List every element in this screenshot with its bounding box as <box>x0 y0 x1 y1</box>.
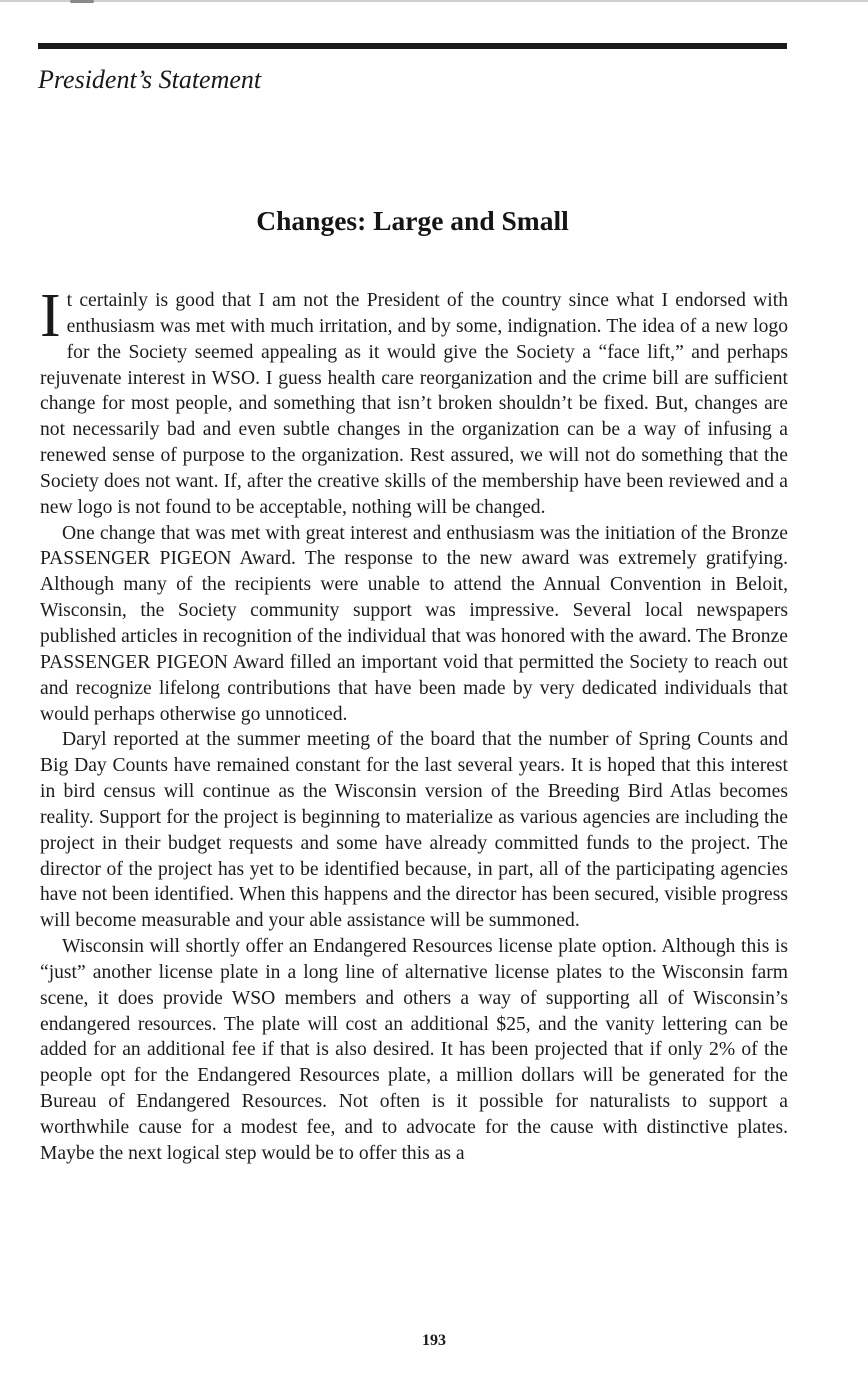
article-paragraph-1 <box>40 282 788 521</box>
section-label: President’s Statement <box>38 65 262 94</box>
article-body <box>40 282 788 1167</box>
drop-cap: I <box>40 282 61 350</box>
scan-smudge <box>70 0 94 3</box>
page-number: 193 <box>422 1332 446 1349</box>
page-top-edge <box>0 0 868 2</box>
article-paragraph-4: Wisconsin will shortly offer an Endangered Resources license plate option. Although this is “just” another license plate in a long line of alternative license plates to the Wisconsin farm scene, it does provide WSO members and others a way of supporting all of Wisconsin’s endangered resources. The plate will cost an additional $25, and the vanity lettering can be added for an additional fee if that is also desired. It has been projected that if only 2% of the people opt for the Endangered Resources plate, a million dollars will be generated for the Bureau of Endangered Resources. Not often is it possible for naturalists to support a worthwhile cause for a modest fee, and to advocate for the cause with distinctive plates. Maybe the next logical step would be to offer this as a <box>40 936 788 1164</box>
article-paragraph-2: One change that was met with great interest and enthusiasm was the initiation of the Bronze PASSENGER PIGEON Award. The response to the new award was extremely gratifying. Although many of the recipients were unable to attend the Annual Convention in Beloit, Wisconsin, the Society community support was impressive. Several local newspapers published articles in recognition of the individual that was honored with the award. The Bronze PASSENGER PIGEON Award filled an important void that permitted the Society to reach out and recognize lifelong contributions that have been made by very dedicated individuals that would perhaps otherwise go unnoticed. <box>40 522 788 725</box>
article-paragraph-3: Daryl reported at the summer meeting of the board that the number of Spring Counts and Big Day Counts have remained constant for the last several years. It is hoped that this interest in bird census will continue as the Wisconsin version of the Breeding Bird Atlas becomes reality. Support for the project is beginning to materialize as various agencies are including the project in their budget requests and some have already committed funds to the project. The director of the project has yet to be identified because, in part, all of the participating agencies have not been identified. When this happens and the director has been secured, visible progress will become measurable and your able assistance will be summoned. <box>40 729 788 932</box>
header-rule <box>38 43 787 49</box>
article-title: Changes: Large and Small <box>256 205 569 236</box>
paragraph-1-text: t certainly is good that I am not the President of the country since what I endorsed with enthusiasm was met with much irritation, and by some, indignation. The idea of a new logo for the Society seemed appealing as it would give the Society a “face lift,” and perhaps rejuvenate interest in WSO. I guess health care reorganization and the crime bill are sufficient change for most people, and something that isn’t broken shouldn’t be fixed. But, changes are not necessarily bad and even subtle changes in the organization can be a way of infusing a renewed sense of purpose to the organization. Rest assured, we will not do something that the Society does not want. If, after the creative skills of the membership have been reviewed and a new logo is not found to be acceptable, nothing will be changed. <box>40 290 788 518</box>
